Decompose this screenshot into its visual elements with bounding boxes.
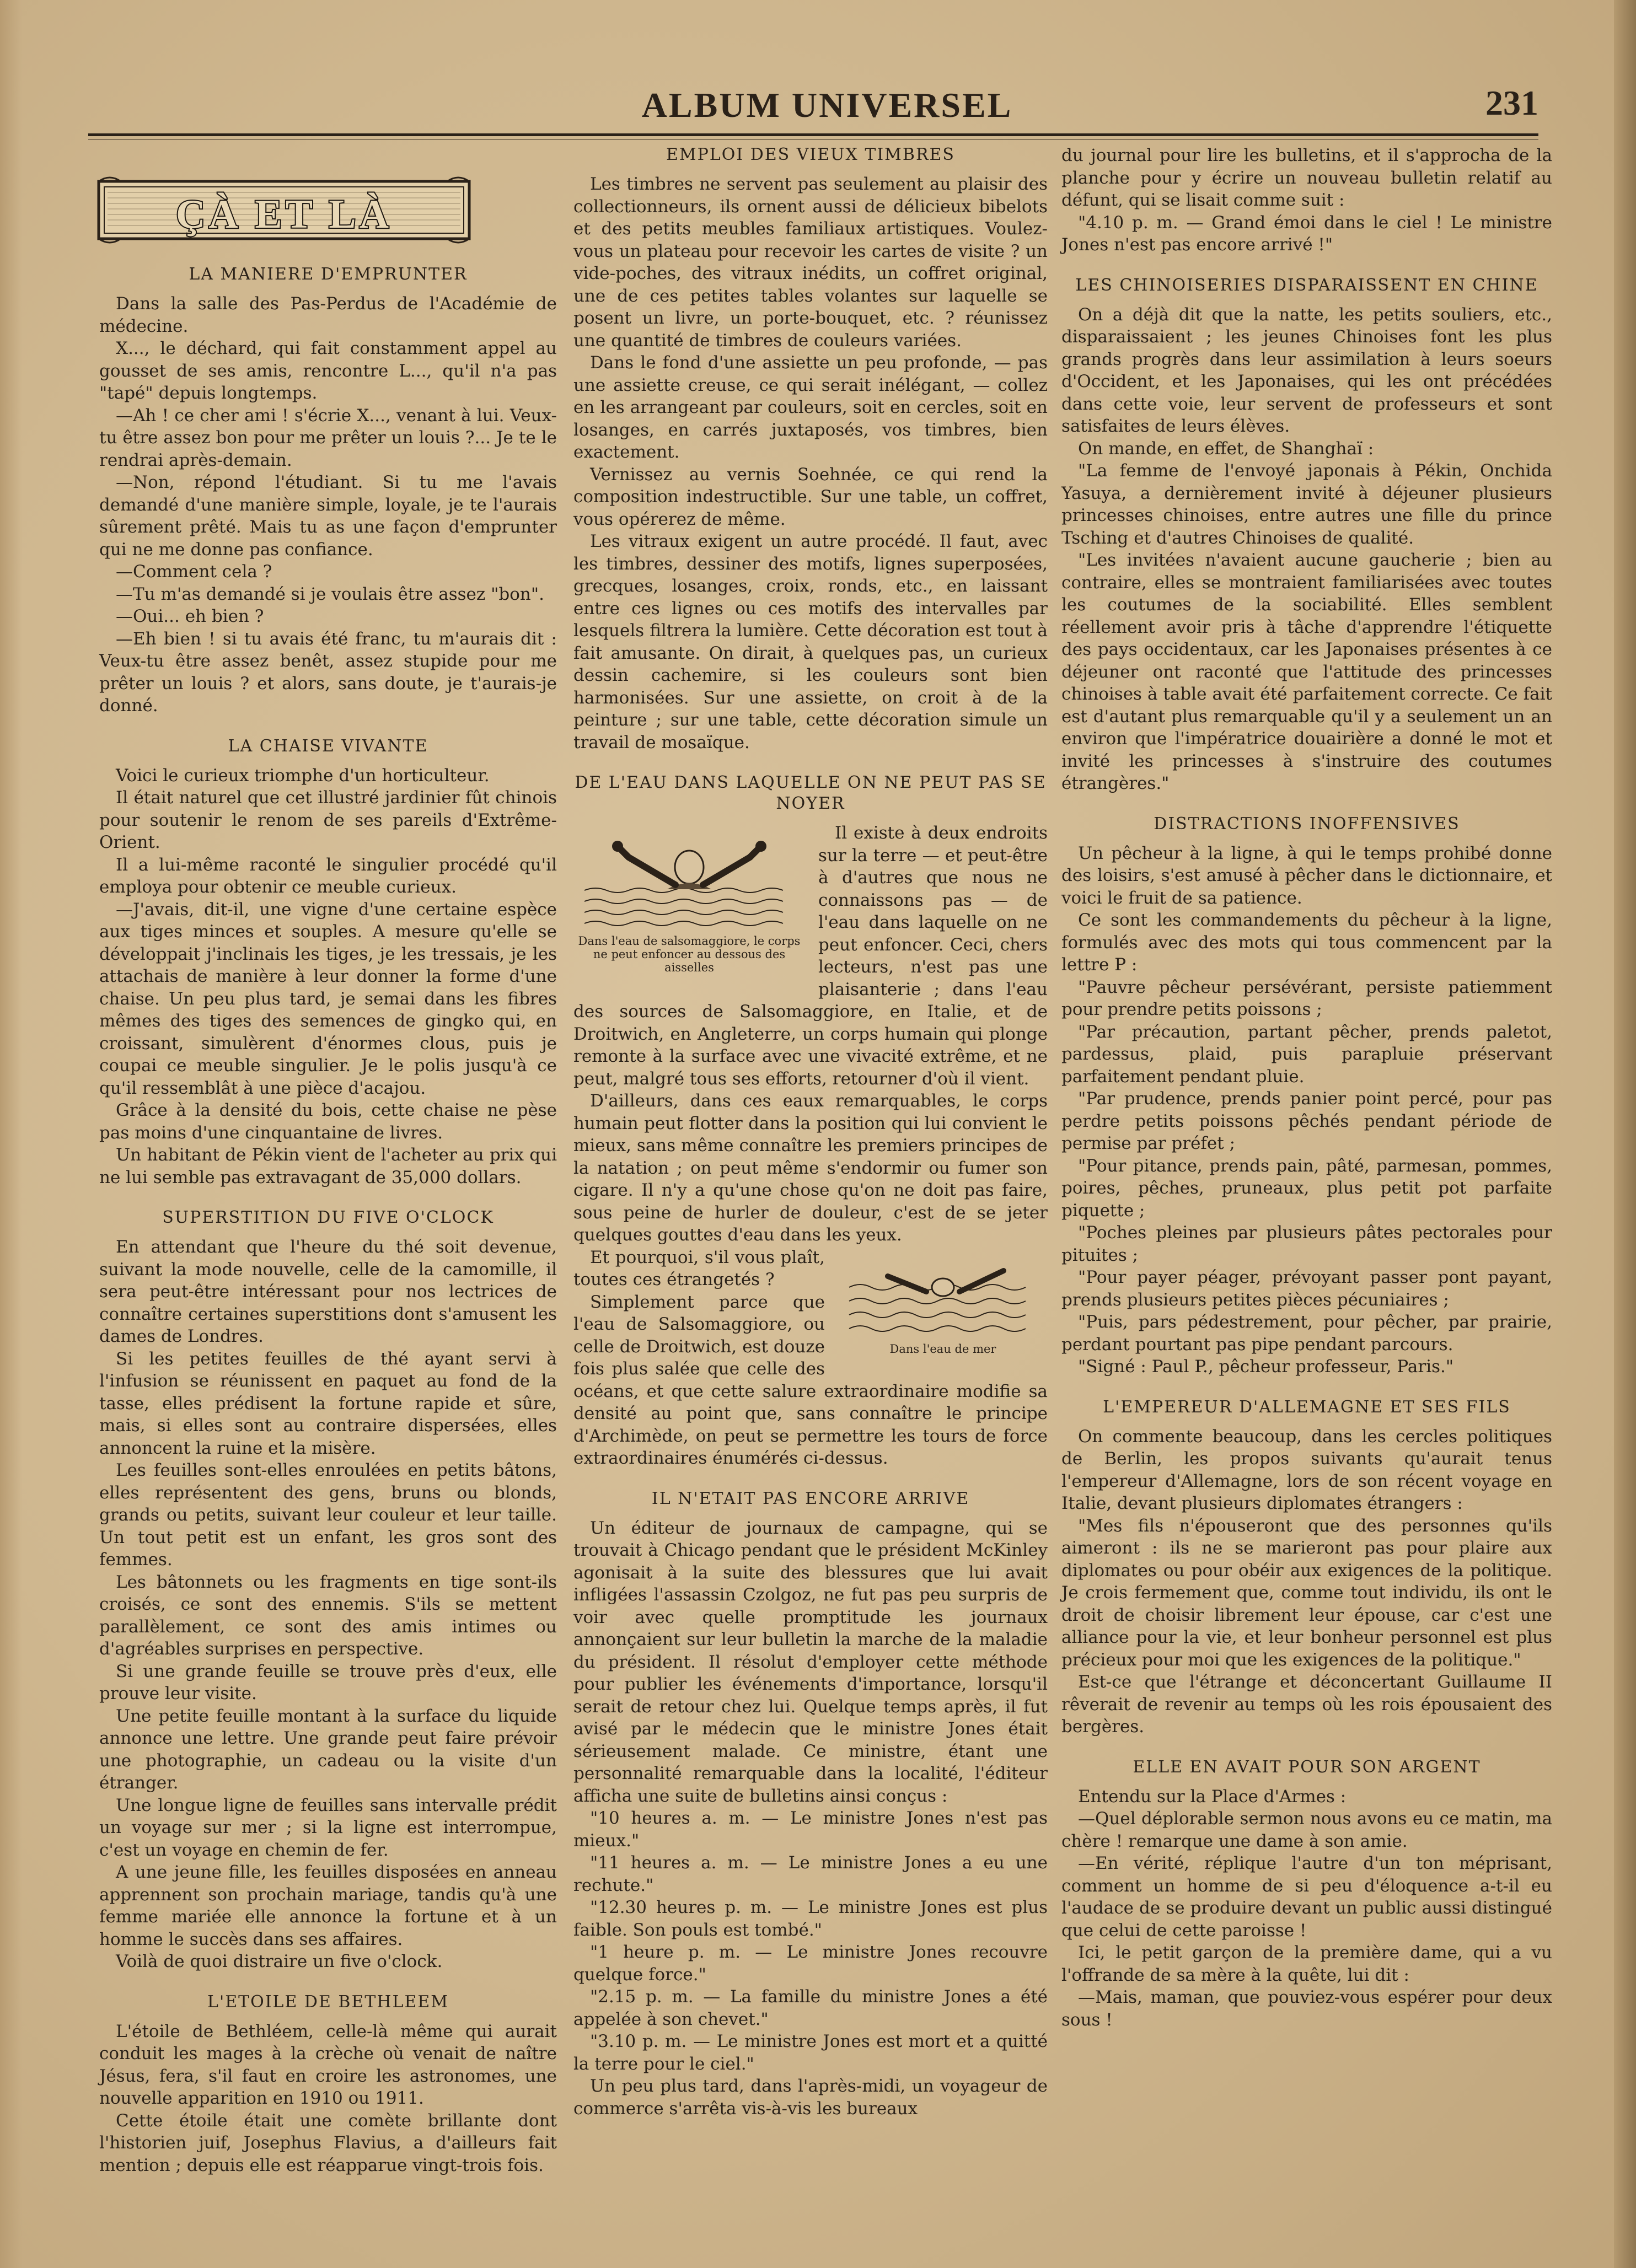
paragraph: "11 heures a. m. — Le ministre Jones a eu une rechute." xyxy=(573,1853,1048,1895)
section-heading: DE L'EAU DANS LAQUELLE ON NE PEUT PAS SE NOYER xyxy=(575,773,1047,813)
paragraph: —Quel déplorable sermon nous avons eu ce matin, ma chère ! remarque une dame à son amie. xyxy=(1061,1809,1552,1851)
paragraph: "Par prudence, prends panier point percé, pour pas perdre petits poissons pêchés pendant période de permise par préfet ; xyxy=(1061,1089,1552,1153)
page-spine-edge xyxy=(1614,0,1636,2268)
paragraph: Il existe à deux endroits sur la terre — et peut-être à d'autres que nous ne connaissons pas — de l'eau dans laquelle on ne peut enfoncer. Ceci, chers lecteurs, n'est pas une plaisanterie ; dans l'eau des sources de Salsomaggiore, en Italie, et de Droitwich, en Angleterre, un corps humain qui plonge remonte à la surface avec une vivacité extrême, et ne peut, malgré tous ses efforts, retourner d'où il vient. xyxy=(573,823,1048,1089)
paragraph: —Mais, maman, que pouviez-vous espérer pour deux sous ! xyxy=(1061,1987,1552,2030)
paragraph: "1 heure p. m. — Le ministre Jones recouvre quelque force." xyxy=(573,1942,1048,1985)
paragraph: —Oui... eh bien ? xyxy=(116,606,264,626)
paragraph: A une jeune fille, les feuilles disposées en anneau apprennent son prochain mariage, tandis qu'à une femme mariée elle annonce la fortune et à un homme le succès dans ses affaires. xyxy=(99,1862,557,1949)
paragraph: En attendant que l'heure du thé soit devenue, suivant la mode nouvelle, celle de la camomille, il sera peut-être intéressant pour nos lectrices de connaître certaines superstitions dont s'amusent les dames de Londres. xyxy=(99,1237,557,1346)
illustration-floating-swimmer xyxy=(573,824,805,974)
column-2 xyxy=(573,144,1048,2120)
masthead-rule xyxy=(88,133,1538,136)
paragraph: Voici le curieux triomphe d'un horticulteur. xyxy=(116,765,490,786)
paragraph: On a déjà dit que la natte, les petits souliers, etc., disparaissaient ; les jeunes Chinoises font les plus grands progrès dans leur assimilation à leurs soeurs d'Occident, et les Japonaises, qui les ont précédées dans cette voie, leur servent de professeurs et sont satisfaites de leurs élèves. xyxy=(1061,304,1552,436)
paragraph: —En vérité, réplique l'autre d'un ton méprisant, comment un homme de si peu d'éloquence a-t-il eu l'audace de se produire devant un public aussi distingué que celui de cette paroisse ! xyxy=(1061,1853,1552,1941)
paragraph: —J'avais, dit-il, une vigne d'une certaine espèce aux tiges minces et souples. A mesure qu'elle se développait j'inclinais les tiges, je les tressais, je les attachais de manière à leur donner la forme d'une chaise. Un peu plus tard, je semai dans les fibres mêmes des tiges des semences de gingko qui, en croissant, simulèrent d'énormes clous, puis je coupai ce meuble singulier. Je le polis jusqu'à ce qu'il ressemblât à une pièce d'acajou. xyxy=(99,899,557,1098)
paragraph: Voilà de quoi distraire un five o'clock. xyxy=(116,1952,443,1971)
section-heading: L'EMPEREUR D'ALLEMAGNE ET SES FILS xyxy=(1103,1397,1511,1417)
section-heading: L'ETOILE DE BETHLEEM xyxy=(207,1992,449,2012)
paragraph: "Pauvre pêcheur persévérant, persiste patiemment pour prendre petits poissons ; xyxy=(1061,977,1552,1019)
paragraph: Une petite feuille montant à la surface du liquide annonce une lettre. Une grande peut faire prévoir une photographie, un cadeau ou la visite d'un étranger. xyxy=(99,1706,557,1793)
paragraph: Vernissez au vernis Soehnée, ce qui rend la composition indestructible. Sur une table, un coffret, vous opérerez de même. xyxy=(573,464,1048,529)
paragraph: "Par précaution, partant pêcher, prends paletot, pardessus, plaid, puis parapluie préservant parfaitement pendant pluie. xyxy=(1061,1022,1552,1087)
paragraph: "2.15 p. m. — La famille du ministre Jones a été appelée à son chevet." xyxy=(573,1987,1048,2029)
paragraph: "Signé : Paul P., pêcheur professeur, Paris." xyxy=(1078,1357,1454,1377)
paragraph: "Mes fils n'épouseront que des personnes qu'ils aimeront : ils ne se marieront pas pour plaire aux diplomates ou pour obéir aux exigences de la politique. Je crois fermement que, comme tout individu, ils ont le droit de choisir librement leur épouse, car c'est une alliance pour la vie, et leur bonheur personnel est plus précieux pour moi que les exigences de la politique." xyxy=(1061,1515,1552,1670)
swimmer-engraving xyxy=(579,824,800,934)
page-number: 231 xyxy=(1485,83,1538,122)
section-heading: LA CHAISE VIVANTE xyxy=(228,736,428,756)
section-heading: IL N'ETAIT PAS ENCORE ARRIVE xyxy=(651,1488,970,1508)
paragraph: Ce sont les commandements du pêcheur à la ligne, formulés avec des mots qui tous commencent par la lettre P : xyxy=(1061,910,1552,975)
paragraph: Les timbres ne servent pas seulement au plaisir des collectionneurs, ils ornent aussi de délicieux bibelots et des petits meubles familiaux artistiques. Voulez-vous un plateau pour recevoir les cartes de visite ? un vide-poches, des vitraux inédits, un coffret original, une de ces petites tables volantes sur laquelle se posent un livre, un porte-bouquet, etc. ? réunissez une quantité de timbres de couleurs variées. xyxy=(573,174,1048,351)
paragraph: "Puis, pars pédestrement, pour pêcher, par prairie, perdant pourtant pas pipe pendant parcours. xyxy=(1061,1312,1552,1355)
paragraph: Les vitraux exigent un autre procédé. Il faut, avec les timbres, dessiner des motifs, lignes superposées, grecques, losanges, croix, ronds, etc., en laissant entre ces lignes ou ces motifs des intervalles par lesquels filtrera la lumière. Cette décoration est tout à fait amusante. On dirait, à quelques pas, un curieux dessin cachemire, si les couleurs sont bien harmonisées. Sur une assiette, on croit à de la peinture ; sur une table, cette décoration simule un travail de mosaïque. xyxy=(573,531,1048,753)
paragraph: Est-ce que l'étrange et déconcertant Guillaume II rêverait de revenir au temps où les rois épousaient des bergères. xyxy=(1061,1672,1552,1737)
paragraph: L'étoile de Bethléem, celle-là même qui aurait conduit les mages à la crèche où venait de naître Jésus, fera, s'il faut en croire les astronomes, une nouvelle apparition en 1910 ou 1911. xyxy=(99,2021,557,2108)
paragraph: "Pour payer péager, prévoyant passer pont payant, prends plusieurs petites pièces pécuniaires ; xyxy=(1061,1267,1552,1310)
paragraph: "La femme de l'envoyé japonais à Pékin, Onchida Yasuya, a dernièrement invité à déjeuner plusieurs princesses chinoises, entre autres une fille du prince Tsching et d'autres Chinoises de qualité. xyxy=(1061,461,1552,548)
section-heading: LA MANIERE D'EMPRUNTER xyxy=(189,265,468,284)
publication-title: ALBUM UNIVERSEL xyxy=(641,85,1013,125)
paragraph: "3.10 p. m. — Le ministre Jones est mort et a quitté la terre pour le ciel." xyxy=(573,2031,1048,2074)
page-left-edge xyxy=(0,0,22,2268)
column-3 xyxy=(1061,144,1552,2031)
figure-caption: Dans l'eau de mer xyxy=(889,1342,996,1356)
section-banner xyxy=(96,174,471,245)
paragraph: —Ah ! ce cher ami ! s'écrie X..., venant à lui. Veux-tu être assez bon pour me prêter un louis ?... Je te le rendrai après-demain. xyxy=(99,405,557,470)
paragraph: —Comment cela ? xyxy=(116,562,272,582)
figure-caption: Dans l'eau de salsomaggiore, le corps ne peut enfoncer au dessous des aisselles xyxy=(578,934,801,974)
paragraph: Un peu plus tard, dans l'après-midi, un voyageur de commerce s'arrêta vis-à-vis les bureaux xyxy=(573,2076,1048,2119)
paragraph: Dans le fond d'une assiette un peu profonde, — pas une assiette creuse, ce qui serait inélégant, — collez en les arrangeant par couleurs, soit en cercles, soit en losanges, en carrés juxtaposés, vos timbres, bien exactement. xyxy=(573,353,1048,462)
section-heading: ELLE EN AVAIT POUR SON ARGENT xyxy=(1133,1757,1481,1777)
paragraph: X..., le déchard, qui fait constamment appel au gousset de ses amis, rencontre L..., qu'il n'a pas "tapé" depuis longtemps. xyxy=(99,338,557,403)
paragraph: On mande, en effet, de Shanghaï : xyxy=(1078,438,1374,459)
section-heading: SUPERSTITION DU FIVE O'CLOCK xyxy=(162,1208,494,1227)
paragraph: Il a lui-même raconté le singulier procédé qu'il employa pour obtenir ce meuble curieux. xyxy=(99,854,557,897)
swimmer-sea-engraving xyxy=(844,1249,1042,1342)
paragraph: Si les petites feuilles de thé ayant servi à l'infusion se réunissent en paquet au fond de la tasse, elles prédisent la fortune rapide et sûre, mais, si elles sont au contraire dispersées, elles annoncent la ruine et la misère. xyxy=(99,1348,557,1458)
paragraph: Si une grande feuille se trouve près d'eux, elle prouve leur visite. xyxy=(99,1661,557,1703)
paragraph: Les feuilles sont-elles enroulées en petits bâtons, elles représentent des gens, bruns ou blonds, grands ou petits, suivant leur couleur et leur taille. Un tout petit est un enfant, les gros sont des femmes. xyxy=(99,1460,557,1570)
paragraph: Entendu sur la Place d'Armes : xyxy=(1078,1786,1347,1807)
paragraph: Simplement parce que l'eau de Salsomaggiore, ou celle de Droitwich, est douze fois plus salée que celle des océans, et que cette salure extraordinaire modifie sa densité au point que, sans connaître le principe d'Archimède, on peut se permettre les tours de force extraordinaires énumérés ci-dessus. xyxy=(573,1292,1048,1468)
illustration-sinking-swimmer xyxy=(838,1249,1048,1356)
paragraph: —Tu m'as demandé si je voulais être assez "bon". xyxy=(116,584,544,604)
paragraph: du journal pour lire les bulletins, et il s'approcha de la planche pour y écrire un nouveau bulletin relatif au défunt, qui se lisait comme suit : xyxy=(1061,146,1552,210)
paragraph: Un pêcheur à la ligne, à qui le temps prohibé donne des loisirs, s'est amusé à pêcher dans le dictionnaire, et voici le fruit de sa patience. xyxy=(1061,843,1552,908)
paragraph: On commente beaucoup, dans les cercles politiques de Berlin, les propos suivants qu'aurait tenus l'empereur d'Allemagne, lors de son récent voyage en Italie, devant plusieurs diplomates étrangers : xyxy=(1061,1426,1552,1513)
paragraph: "Poches pleines par plusieurs pâtes pectorales pour pituites ; xyxy=(1061,1223,1552,1265)
paragraph: Grâce à la densité du bois, cette chaise ne pèse pas moins d'une cinquantaine de livres. xyxy=(99,1100,557,1143)
paragraph: Une longue ligne de feuilles sans intervalle prédit un voyage sur mer ; si la ligne est interrompue, c'est un voyage en chemin de fer. xyxy=(99,1795,557,1860)
paragraph: "Les invitées n'avaient aucune gaucherie ; bien au contraire, elles se montraient familiarisées avec toutes les coutumes de la sociabilité. Elles semblent réellement avoir pris à tâche d'apprendre l'étiquette des pays occidentaux, car les Japonaises présentes à ce déjeuner ont raconté que l'attitude des princesses chinoises à table avait été parfaitement correcte. Ce fait est d'autant plus remarquable qu'il y a seulement un an environ que l'impératrice douairière a donné le mot et invité les princesses à s'instruire des coutumes étrangères." xyxy=(1061,550,1552,793)
column-1 xyxy=(99,245,557,2176)
masthead xyxy=(88,83,1538,132)
paragraph: "Pour pitance, prends pain, pâté, parmesan, pommes, poires, pêches, pruneaux, plus petit pot parfaite piquette ; xyxy=(1061,1156,1552,1221)
paragraph: D'ailleurs, dans ces eaux remarquables, le corps humain peut flotter dans la position qui lui convient le mieux, sans même connaître les premiers principes de la natation ; on peut même s'endormir ou fumer son cigare. Il n'y a qu'une chose qu'on ne doit pas faire, sous peine de hurler de douleur, c'est de se jeter quelques gouttes d'eau dans les yeux. xyxy=(573,1091,1048,1245)
paragraph: Cette étoile était une comète brillante dont l'historien juif, Josephus Flavius, a d'ailleurs fait mention ; depuis elle est réapparue vingt-trois fois. xyxy=(99,2110,557,2175)
paragraph: —Non, répond l'étudiant. Si tu me l'avais demandé d'une manière simple, loyale, je te l'aurais sûrement prêté. Mais tu as une façon d'emprunter qui ne me donne pas confiance. xyxy=(99,472,557,560)
paragraph: Et pourquoi, s'il vous plaît, toutes ces étrangetés ? xyxy=(573,1247,825,1289)
paragraph: "4.10 p. m. — Grand émoi dans le ciel ! Le ministre Jones n'est pas encore arrivé !" xyxy=(1061,212,1552,255)
paragraph: —Eh bien ! si tu avais été franc, tu m'aurais dit : Veux-tu être assez benêt, assez stupide pour me prêter un louis ? et alors, sans doute, je t'aurais-je donné. xyxy=(99,628,557,716)
section-heading: DISTRACTIONS INOFFENSIVES xyxy=(1154,814,1460,834)
section-heading: EMPLOI DES VIEUX TIMBRES xyxy=(666,145,955,164)
paragraph: "12.30 heures p. m. — Le ministre Jones est plus faible. Son pouls est tombé." xyxy=(573,1898,1048,1940)
paragraph: Un habitant de Pékin vient de l'acheter au prix qui ne lui semble pas extravagant de 35,000 dollars. xyxy=(99,1145,557,1187)
paragraph: Il était naturel que cet illustré jardinier fût chinois pour soutenir le renom de ses pareils d'Extrême-Orient. xyxy=(99,788,557,852)
paragraph: Dans la salle des Pas-Perdus de l'Académie de médecine. xyxy=(99,294,557,336)
paragraph: Ici, le petit garçon de la première dame, qui a vu l'offrande de sa mère à la quête, lui dit : xyxy=(1061,1943,1552,1985)
banner-title: ÇÀ ET LÀ xyxy=(175,192,393,237)
banner-frame xyxy=(96,174,471,245)
section-heading: LES CHINOISERIES DISPARAISSENT EN CHINE xyxy=(1075,275,1538,295)
paragraph: Les bâtonnets ou les fragments en tige sont-ils croisés, ce sont des ennemis. S'ils se mettent parallèlement, ce sont des amis intimes ou d'agréables surprises en perspective. xyxy=(99,1572,557,1659)
paragraph: "10 heures a. m. — Le ministre Jones n'est pas mieux." xyxy=(573,1808,1048,1851)
paragraph: Un éditeur de journaux de campagne, qui se trouvait à Chicago pendant que le président McKinley agonisait à la suite des blessures que lui avait infligées l'assassin Czolgoz, ne fut pas peu surpris de voir avec quelle promptitude les journaux annonçaient sur leur bulletin la marche de la maladie du président. Il résolut d'employer cette méthode pour publier les événements d'importance, lorsqu'il serait de retour chez lui. Quelque temps après, il fut avisé par le médecin que le ministre Jones était sérieusement malade. Ce ministre, étant une personnalité remarquable dans la localité, l'éditeur afficha une suite de bulletins ainsi conçus : xyxy=(573,1518,1048,1806)
